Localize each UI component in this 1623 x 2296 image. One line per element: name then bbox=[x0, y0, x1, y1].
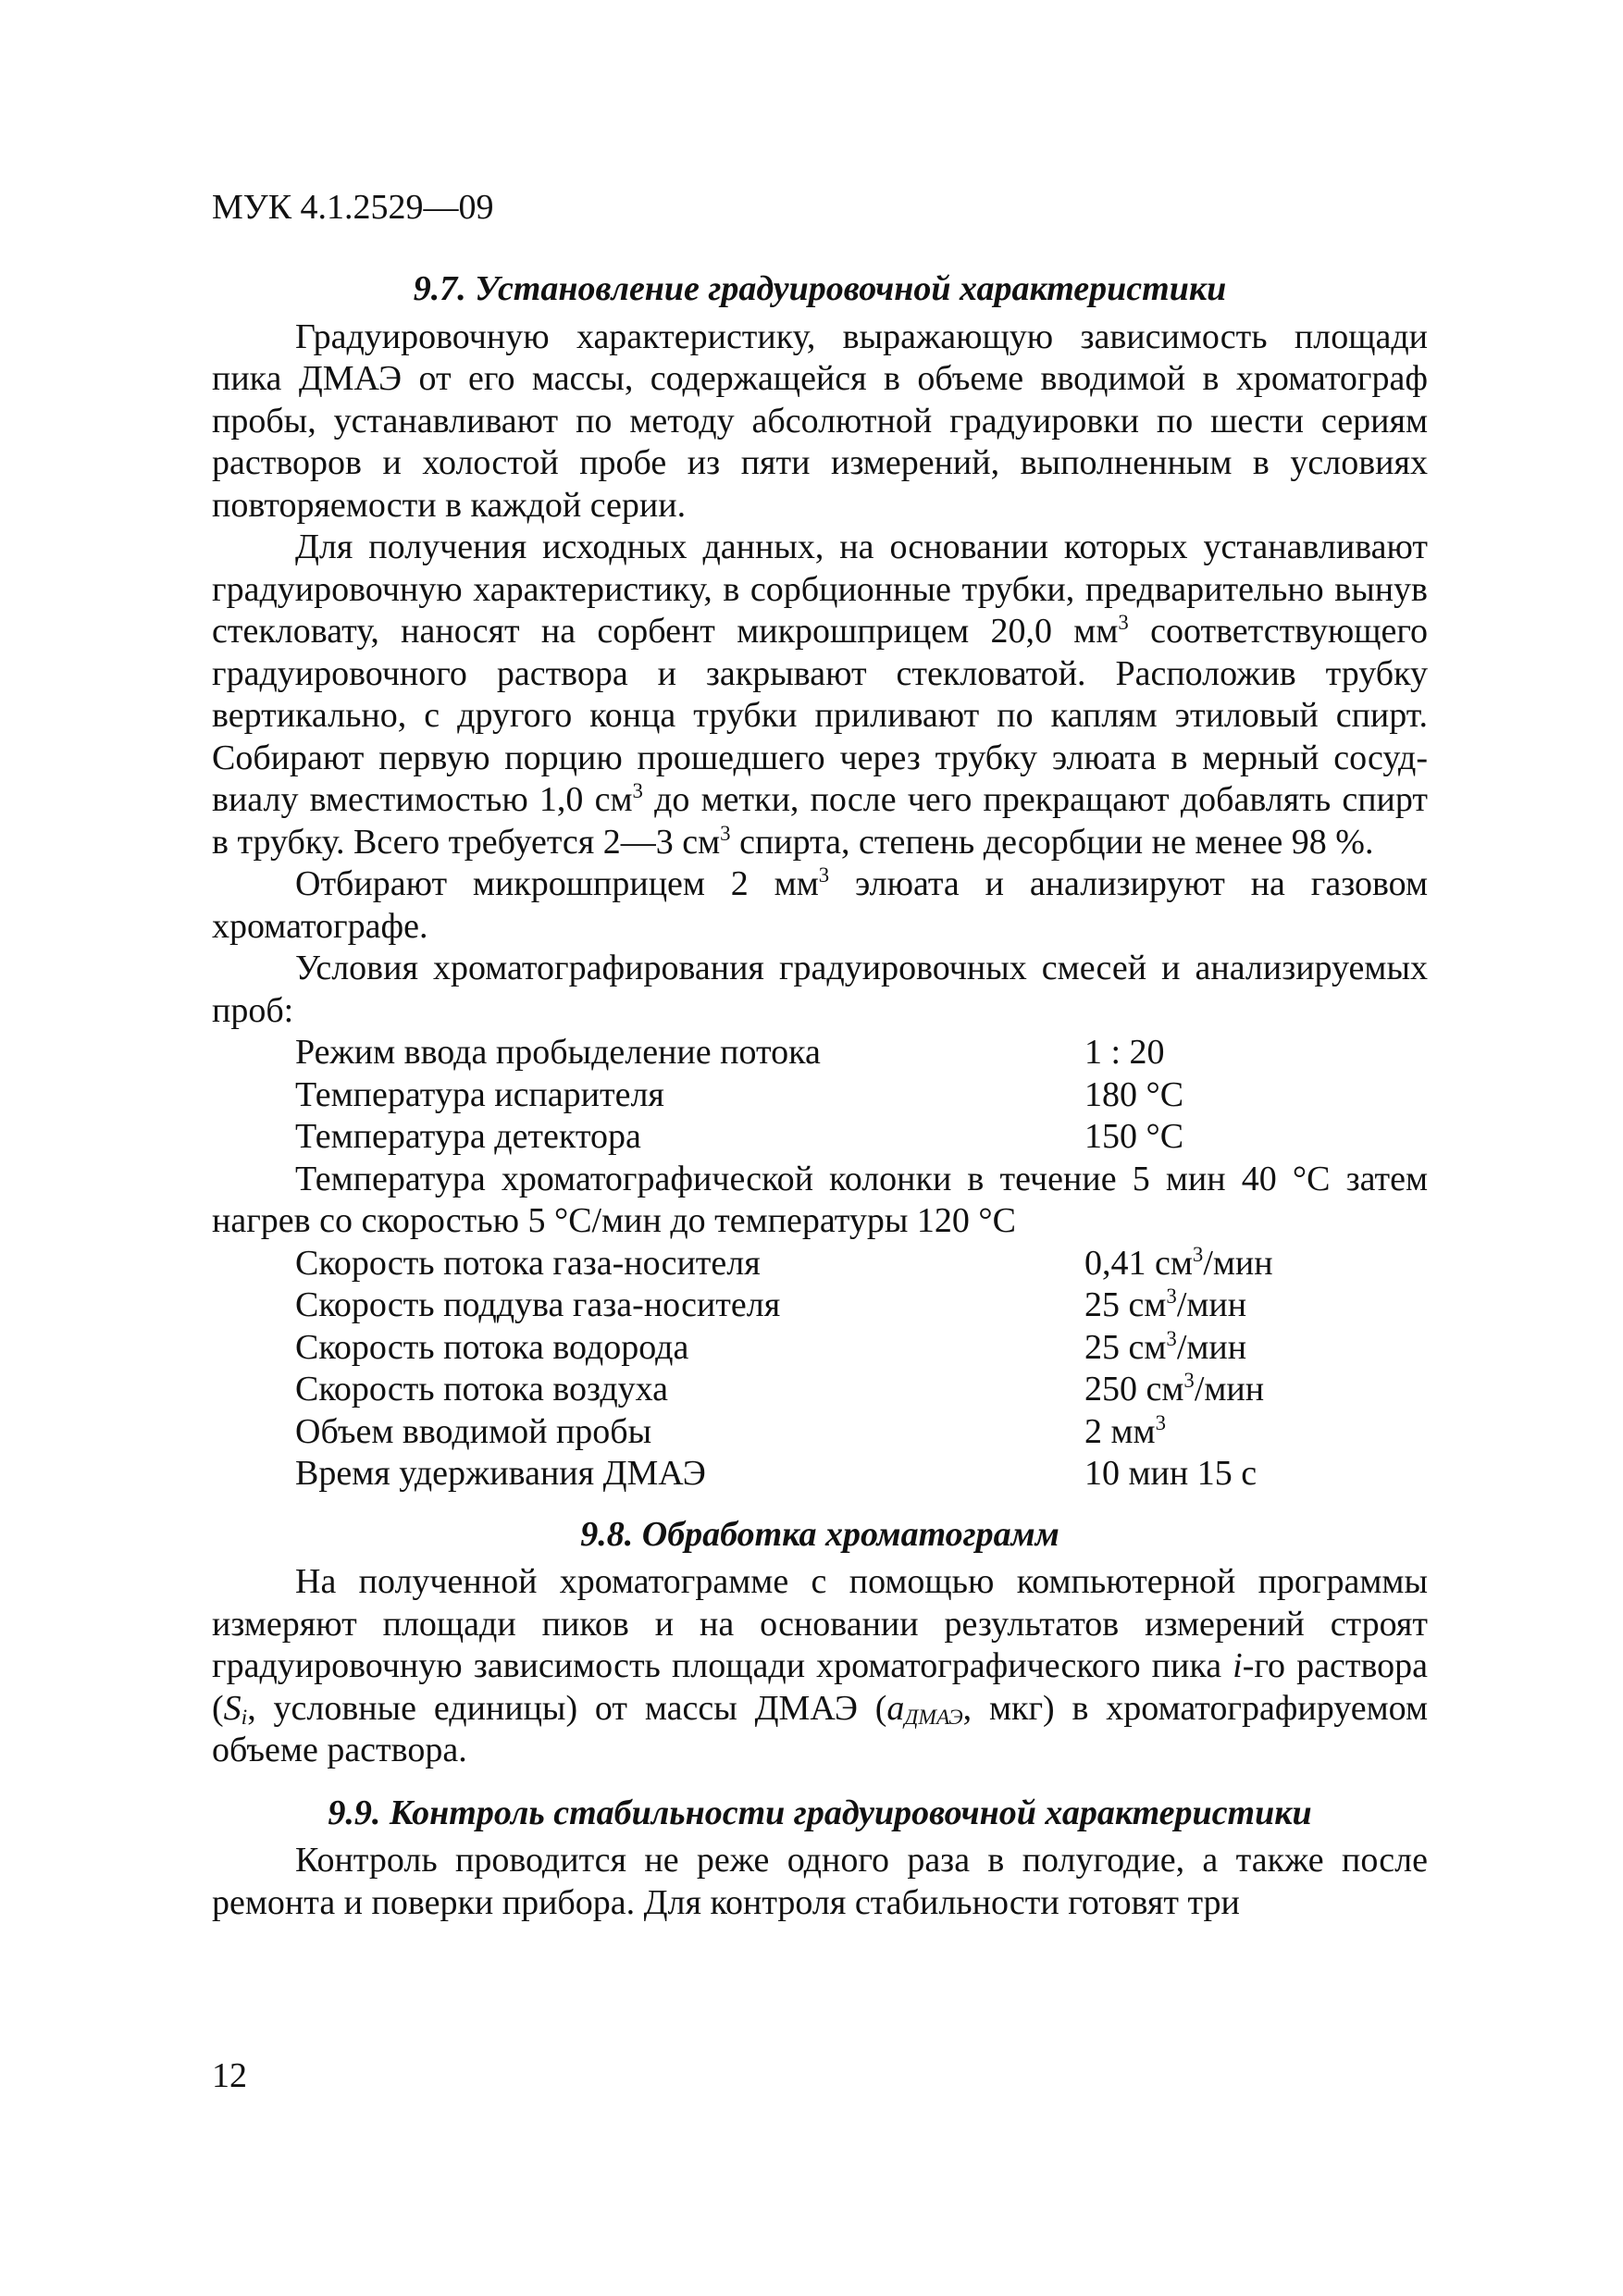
condition-row bbox=[212, 1327, 1428, 1370]
section-9-8-paragraph-1: На полученной хроматограмме с помощью компьютерной программы измеряют площади пиков и на основании результатов измерений строят градуировочную зависимость площади хроматографического пика i-го раствора ($S_i$, условные единицы) от массы ДМАЭ ($а_{ДМАЭ}$, мкг) в хроматографируемом объеме раствора. bbox=[212, 1562, 1429, 1769]
condition-label: Температура испарителя bbox=[295, 1074, 664, 1114]
condition-label: Скорость потока газа-носителя bbox=[295, 1243, 761, 1283]
section-9-8-title: 9.8. Обработка хроматограмм bbox=[580, 1514, 1059, 1554]
section-9-7-paragraph-2: Для получения исходных данных, на основании которых устанавливают градуировочную характеристику, в сорбционные трубки, предварительно вынув стекловату, наносят на сорбент микрошприцем 20,0 $мм^3$ соответствующего градуировочного раствора и закрывают стекловатой. Расположив трубку вертикально, с другого конца трубки приливают по каплям этиловый спирт. Собирают первую порцию прошедшего через трубку элюата в мерный сосуд-виалу вместимостью 1,0 $см^3$ до метки, после чего прекращают добавлять спирт в трубку. Всего требуется 2—3 $см^3$ спирта, степень десорбции не менее 98 %. bbox=[212, 527, 1429, 862]
condition-value: 0,41 $см^3$/мин bbox=[1084, 1242, 1273, 1283]
condition-row bbox=[212, 1243, 1428, 1285]
condition-value: 150 °С bbox=[1084, 1117, 1184, 1156]
condition-value: 10 мин 15 с bbox=[1084, 1454, 1258, 1493]
condition-value: 250 $см^3$/мин bbox=[1084, 1368, 1265, 1409]
condition-label: Режим ввода пробыделение потока bbox=[295, 1033, 821, 1072]
condition-label: Температура детектора bbox=[295, 1117, 641, 1156]
condition-value: 25 $см^3$/мин bbox=[1084, 1326, 1247, 1367]
page-content bbox=[212, 268, 1428, 1924]
section-9-9-paragraph-1: Контроль проводится не реже одного раза в полугодие, а также после ремонта и поверки прибора. Для контроля стабильности готовят три bbox=[212, 1841, 1428, 1922]
section-9-7-paragraph-3: Отбирают микрошприцем 2 $мм^3$ элюата и анализируют на газовом хроматографе. bbox=[212, 863, 1429, 946]
section-9-7-title: 9.7. Установление градуировочной характеристики bbox=[413, 269, 1227, 308]
condition-value: 1 : 20 bbox=[1084, 1033, 1165, 1072]
condition-label: Объем вводимой пробы bbox=[295, 1411, 652, 1451]
condition-label: Скорость поддува газа-носителя bbox=[295, 1285, 781, 1324]
document-header: МУК 4.1.2529—09 bbox=[212, 188, 494, 227]
condition-label: Скорость потока водорода bbox=[295, 1327, 689, 1367]
condition-row bbox=[212, 1369, 1428, 1411]
page-number: 12 bbox=[212, 2056, 247, 2095]
condition-row bbox=[212, 1411, 1428, 1454]
section-9-7-paragraph-4: Условия хроматографирования градуировочных смесей и анализируемых проб: bbox=[212, 949, 1428, 1030]
condition-value: 180 °С bbox=[1084, 1074, 1184, 1114]
condition-row bbox=[212, 1074, 1428, 1117]
condition-row bbox=[212, 1116, 1428, 1159]
condition-label: Время удерживания ДМАЭ bbox=[295, 1454, 706, 1493]
condition-row bbox=[212, 1285, 1428, 1327]
condition-label: Скорость потока воздуха bbox=[295, 1370, 669, 1409]
condition-value: 25 $см^3$/мин bbox=[1084, 1284, 1247, 1324]
section-9-9-title: 9.9. Контроль стабильности градуировочной характеристики bbox=[328, 1793, 1312, 1832]
condition-row bbox=[212, 1453, 1428, 1496]
section-9-7-paragraph-1: Градуировочную характеристику, выражающую зависимость площади пика ДМАЭ от его массы, содержащейся в объеме вводимой в хроматограф пробы, устанавливают по методу абсолютной градуировки по шести сериям растворов и холостой пробе из пяти измерений, выполненным в условиях повторяемости в каждой серии. bbox=[212, 316, 1428, 525]
column-temperature-text: Температура хроматографической колонки в течение 5 мин 40 °С затем нагрев со скоростью 5 °С/мин до температуры 120 °С bbox=[212, 1159, 1428, 1240]
condition-row bbox=[212, 1032, 1428, 1074]
condition-value: 2 $мм^3$ bbox=[1084, 1410, 1166, 1451]
